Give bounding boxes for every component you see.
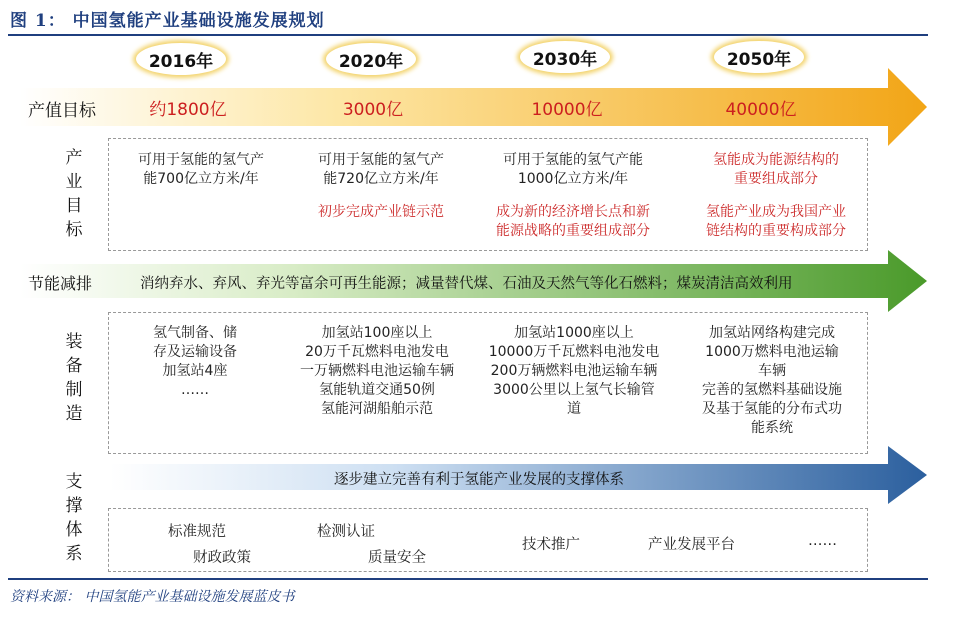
industry-goal-line: 能700亿立方米/年 — [143, 171, 259, 187]
support-item: 财政政策 — [193, 550, 251, 566]
equipment-line: 10000万千瓦燃料电池发电 — [488, 344, 660, 360]
equipment-line: 20万千瓦燃料电池发电 — [305, 344, 449, 360]
industry-goal-extra: 氢能产业成为我国产业 — [706, 204, 846, 220]
equipment-line: 1000万燃料电池运输 — [705, 344, 839, 360]
industry-goal-line: 可用于氢能的氢气产 — [318, 152, 444, 168]
year-badge-2050: 2050年 — [714, 41, 804, 73]
equipment-line: 加氢站1000座以上 — [514, 325, 634, 341]
output-value-2020: 3000亿 — [342, 100, 404, 120]
equipment-line: …… — [181, 382, 209, 398]
equipment-2020 — [282, 324, 472, 419]
figure-title: 图 1： 中国氢能产业基础设施发展规划 — [10, 11, 325, 31]
output-row-label: 产值目标 — [28, 101, 96, 121]
equipment-line: 氢能轨道交通50例 — [319, 382, 435, 398]
source-note: 资料来源： 中国氢能产业基础设施发展蓝皮书 — [10, 589, 295, 605]
industry-goal-line: 可用于氢能的氢气产 — [138, 152, 264, 168]
support-label: 支撑体系 — [65, 472, 83, 564]
output-value-2016: 约1800亿 — [149, 100, 227, 120]
industry-goal-2020 — [296, 151, 466, 222]
support-item: …… — [808, 533, 837, 549]
equipment-line: 及基于氢能的分布式功 — [702, 401, 842, 417]
equipment-2016 — [120, 324, 270, 400]
industry-goal-line: 氢能成为能源结构的 — [713, 152, 839, 168]
equipment-line: 加氢站4座 — [162, 363, 228, 379]
equipment-line: 一万辆燃料电池运输车辆 — [300, 363, 454, 379]
industry-goal-2050 — [686, 151, 866, 241]
support-item: 质量安全 — [368, 550, 426, 566]
equipment-line: 200万辆燃料电池运输车辆 — [490, 363, 658, 379]
industry-goal-line: 1000亿立方米/年 — [517, 171, 629, 187]
equipment-line: 加氢站100座以上 — [321, 325, 433, 341]
equipment-line: 存及运输设备 — [153, 344, 237, 360]
industry-goal-2016 — [116, 151, 286, 189]
equipment-line: 道 — [567, 401, 581, 417]
equipment-line: 氢气制备、储 — [153, 325, 237, 341]
support-item: 产业发展平台 — [648, 537, 735, 553]
equipment-line: 氢能河湖船舶示范 — [321, 401, 433, 417]
industry-goal-extra: 链结构的重要构成部分 — [706, 223, 846, 239]
equipment-label: 装备制造 — [65, 332, 83, 424]
industry-goal-extra: 成为新的经济增长点和新 — [496, 204, 650, 220]
industry-goal-2030 — [478, 151, 668, 241]
support-item: 检测认证 — [317, 524, 375, 540]
support-item: 技术推广 — [522, 537, 580, 553]
year-badge-2030: 2030年 — [520, 41, 610, 73]
industry-goals-label: 产业目标 — [65, 148, 83, 240]
bottom-rule — [8, 578, 928, 580]
year-badge-2016: 2016年 — [136, 43, 226, 75]
year-badge-2020: 2020年 — [326, 43, 416, 75]
equipment-2030 — [476, 324, 672, 419]
support-banner-text: 逐步建立完善有利于氢能产业发展的支撑体系 — [334, 472, 624, 488]
industry-goal-line: 可用于氢能的氢气产能 — [503, 152, 643, 168]
output-value-2030: 10000亿 — [531, 100, 603, 120]
equipment-line: 车辆 — [758, 363, 786, 379]
equipment-2050 — [682, 324, 862, 438]
equipment-line: 能系统 — [751, 420, 793, 436]
support-item: 标准规范 — [168, 524, 226, 540]
equipment-line: 3000公里以上氢气长输管 — [493, 382, 655, 398]
equipment-line: 加氢站网络构建完成 — [709, 325, 835, 341]
output-value-2050: 40000亿 — [725, 100, 797, 120]
industry-goal-extra: 初步完成产业链示范 — [318, 204, 444, 220]
industry-goal-extra: 能源战略的重要组成部分 — [496, 223, 650, 239]
equipment-line: 完善的氢燃料基础设施 — [702, 382, 842, 398]
industry-goal-line: 重要组成部分 — [734, 171, 818, 187]
energy-saving-label: 节能减排 — [28, 274, 93, 293]
energy-saving-text: 消纳弃水、弃风、弃光等富余可再生能源；减量替代煤、石油及天然气等化石燃料；煤炭清洁高效利用 — [140, 276, 793, 292]
industry-goal-line: 能720亿立方米/年 — [323, 171, 439, 187]
